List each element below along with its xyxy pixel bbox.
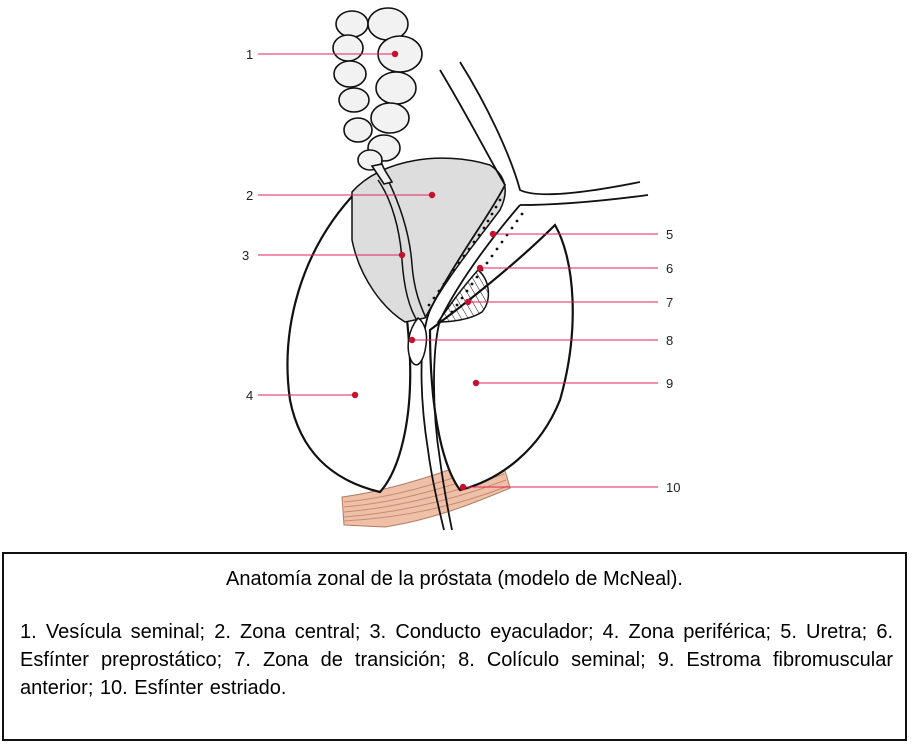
marker-2 bbox=[429, 192, 435, 198]
label-7: 7 bbox=[666, 295, 674, 310]
caption-title: Anatomía zonal de la próstata (modelo de McNeal). bbox=[226, 568, 683, 590]
label-2: 2 bbox=[246, 188, 254, 203]
marker-3 bbox=[399, 252, 405, 258]
label-4: 4 bbox=[246, 388, 254, 403]
marker-8 bbox=[409, 337, 415, 343]
caption-legend: 1. Vesícula seminal; 2. Zona central; 3. Conducto eyaculador; 4. Zona periférica; 5. Uretra; 6. Esfínter preprostático; 7. Zona de transición; 8. Colículo seminal; 9. Estroma fibromuscular anterior; 10. Esfínter estriado. bbox=[20, 621, 893, 699]
label-9: 9 bbox=[666, 376, 674, 391]
marker-9 bbox=[473, 380, 479, 386]
marker-6 bbox=[477, 265, 483, 271]
label-3: 3 bbox=[242, 248, 250, 263]
marker-5 bbox=[490, 231, 496, 237]
label-10: 10 bbox=[666, 480, 681, 495]
marker-1 bbox=[392, 51, 398, 57]
label-1: 1 bbox=[246, 47, 254, 62]
label-6: 6 bbox=[666, 261, 674, 276]
label-5: 5 bbox=[666, 227, 674, 242]
marker-10 bbox=[460, 484, 466, 490]
marker-7 bbox=[465, 299, 471, 305]
marker-4 bbox=[352, 392, 358, 398]
label-8: 8 bbox=[666, 333, 674, 348]
seminal-vesicle bbox=[333, 8, 422, 184]
caption-box bbox=[2, 552, 907, 741]
